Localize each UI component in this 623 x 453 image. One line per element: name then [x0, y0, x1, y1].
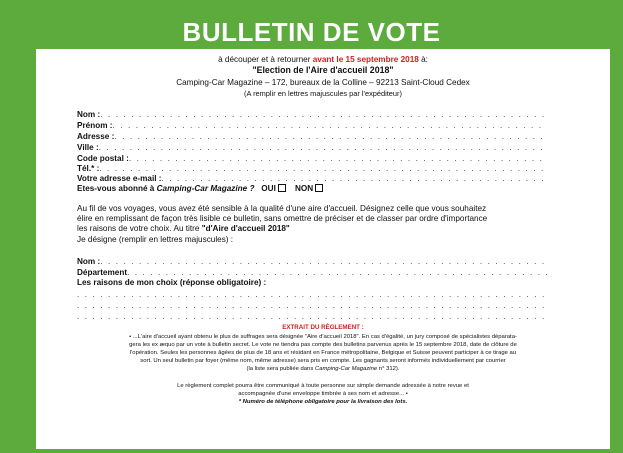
non-checkbox[interactable] — [315, 184, 323, 192]
magazine-name: Camping-Car Magazine — [314, 366, 378, 372]
adresse-field[interactable] — [77, 131, 547, 142]
nom-label: Nom : — [77, 110, 101, 119]
intro-line-1: Au fil de vos voyages, vous avez été sensible à la qualité d'une aire d'accueil. Désignez celle que vous souhaitez — [77, 204, 487, 213]
instruction-text: à découper et à retourner — [218, 55, 311, 64]
nom-dotted-line — [100, 109, 547, 120]
ville-field[interactable] — [77, 142, 547, 153]
email-label: Votre adresse e-mail : — [77, 174, 162, 183]
page-title: BULLETIN DE VOTE — [182, 17, 441, 47]
election-name: "Election de l'Aire d'accueil 2018" — [252, 65, 394, 75]
prenom-field[interactable] — [77, 120, 547, 131]
raisons-dotted-line — [77, 300, 547, 311]
departement-label: Département — [77, 268, 128, 277]
ville-dotted-line — [99, 142, 547, 153]
award-name: "d'Aire d'accueil 2018" — [201, 224, 290, 233]
raisons-line-1[interactable] — [77, 289, 547, 300]
reglement-text: (la liste sera publiée dans — [246, 366, 314, 372]
reglement-line: sort. Un seul bulletin par foyer (même nom, même adresse) sera pris en compte. Les gagnants seront informés individuellement par courrier — [140, 358, 506, 364]
oui-label: OUI — [261, 184, 276, 193]
code-postal-label: Code postal : — [77, 154, 129, 163]
phone-requirement-note: * Numéro de téléphone obligatoire pour la livraison des lots. — [238, 399, 408, 405]
raisons-label-row — [77, 277, 547, 288]
vote-nom-field[interactable] — [77, 256, 547, 267]
intro-line-3-text: les raisons de votre choix. Au titre — [77, 224, 200, 233]
raisons-dotted-line — [77, 311, 547, 322]
vote-nom-label: Nom : — [77, 257, 101, 266]
raisons-line-2[interactable] — [77, 300, 547, 311]
reglement-title: EXTRAIT DU RÈGLEMENT : — [282, 324, 364, 331]
reglement-line: l'opération. Seules les personnes âgées de plus de 18 ans et résidant en France métropolitaine, Belgique et Suisse peuvent participer à ce tirage au — [129, 350, 517, 356]
prenom-dotted-line — [113, 120, 548, 131]
magazine-name: Camping-Car Magazine ? — [156, 184, 255, 193]
oui-checkbox[interactable] — [278, 184, 286, 192]
deadline-text: avant le 15 septembre 2018 — [312, 55, 419, 64]
intro-line-4: Je désigne (remplir en lettres majuscules) : — [77, 235, 234, 244]
reglement-text: n° 312). — [378, 366, 400, 372]
adresse-dotted-line — [114, 131, 547, 142]
ville-label: Ville : — [77, 143, 99, 152]
subscriber-question — [77, 183, 323, 194]
reglement-line: accompagnée d'une enveloppe timbrée à ses nom et adresse... • — [238, 391, 408, 397]
postal-address: Camping-Car Magazine – 172, bureaux de la Colline – 92213 Saint-Cloud Cedex — [176, 78, 470, 87]
reglement-line: • ...L'aire d'accueil ayant obtenu le plus de suffrages sera désignée "Aire d'accueil 2018". En cas d'égalité, un jury composé de spécialistes déparata- — [129, 334, 517, 340]
subscriber-question-text: Etes-vous abonné à — [77, 184, 155, 193]
fill-note: (A remplir en lettres majuscules par l'expéditeur) — [244, 89, 402, 98]
reglement-line — [36, 365, 610, 373]
reglement-line: Le règlement complet pourra être communiqué à toute personne sur simple demande adressée à notre revue et — [177, 383, 469, 389]
reglement-line: gera les ex æquo par un vote à bulletin secret. Le vote ne tiendra pas compte des bulletins parvenus après le 15 septembre 2018, date de clôture de — [129, 342, 517, 348]
adresse-label: Adresse : — [77, 132, 115, 141]
intro-line-2: élire en remplissant de façon très lisible ce bulletin, sans omettre de préciser et de classer par ordre d'importance — [77, 214, 488, 223]
return-instructions — [36, 54, 610, 65]
vote-nom-dotted-line — [100, 256, 547, 267]
nom-field[interactable] — [77, 109, 547, 120]
intro-line-3 — [77, 224, 577, 234]
raisons-label: Les raisons de mon choix (réponse obligatoire) : — [77, 278, 267, 287]
non-label: NON — [294, 184, 314, 193]
raisons-line-3[interactable] — [77, 311, 547, 322]
ballot-sheet — [36, 49, 610, 449]
tel-label: Tél.* : — [77, 164, 100, 173]
prenom-label: Prénom : — [77, 121, 113, 130]
raisons-dotted-line — [77, 289, 547, 300]
instruction-suffix: à: — [421, 55, 428, 64]
